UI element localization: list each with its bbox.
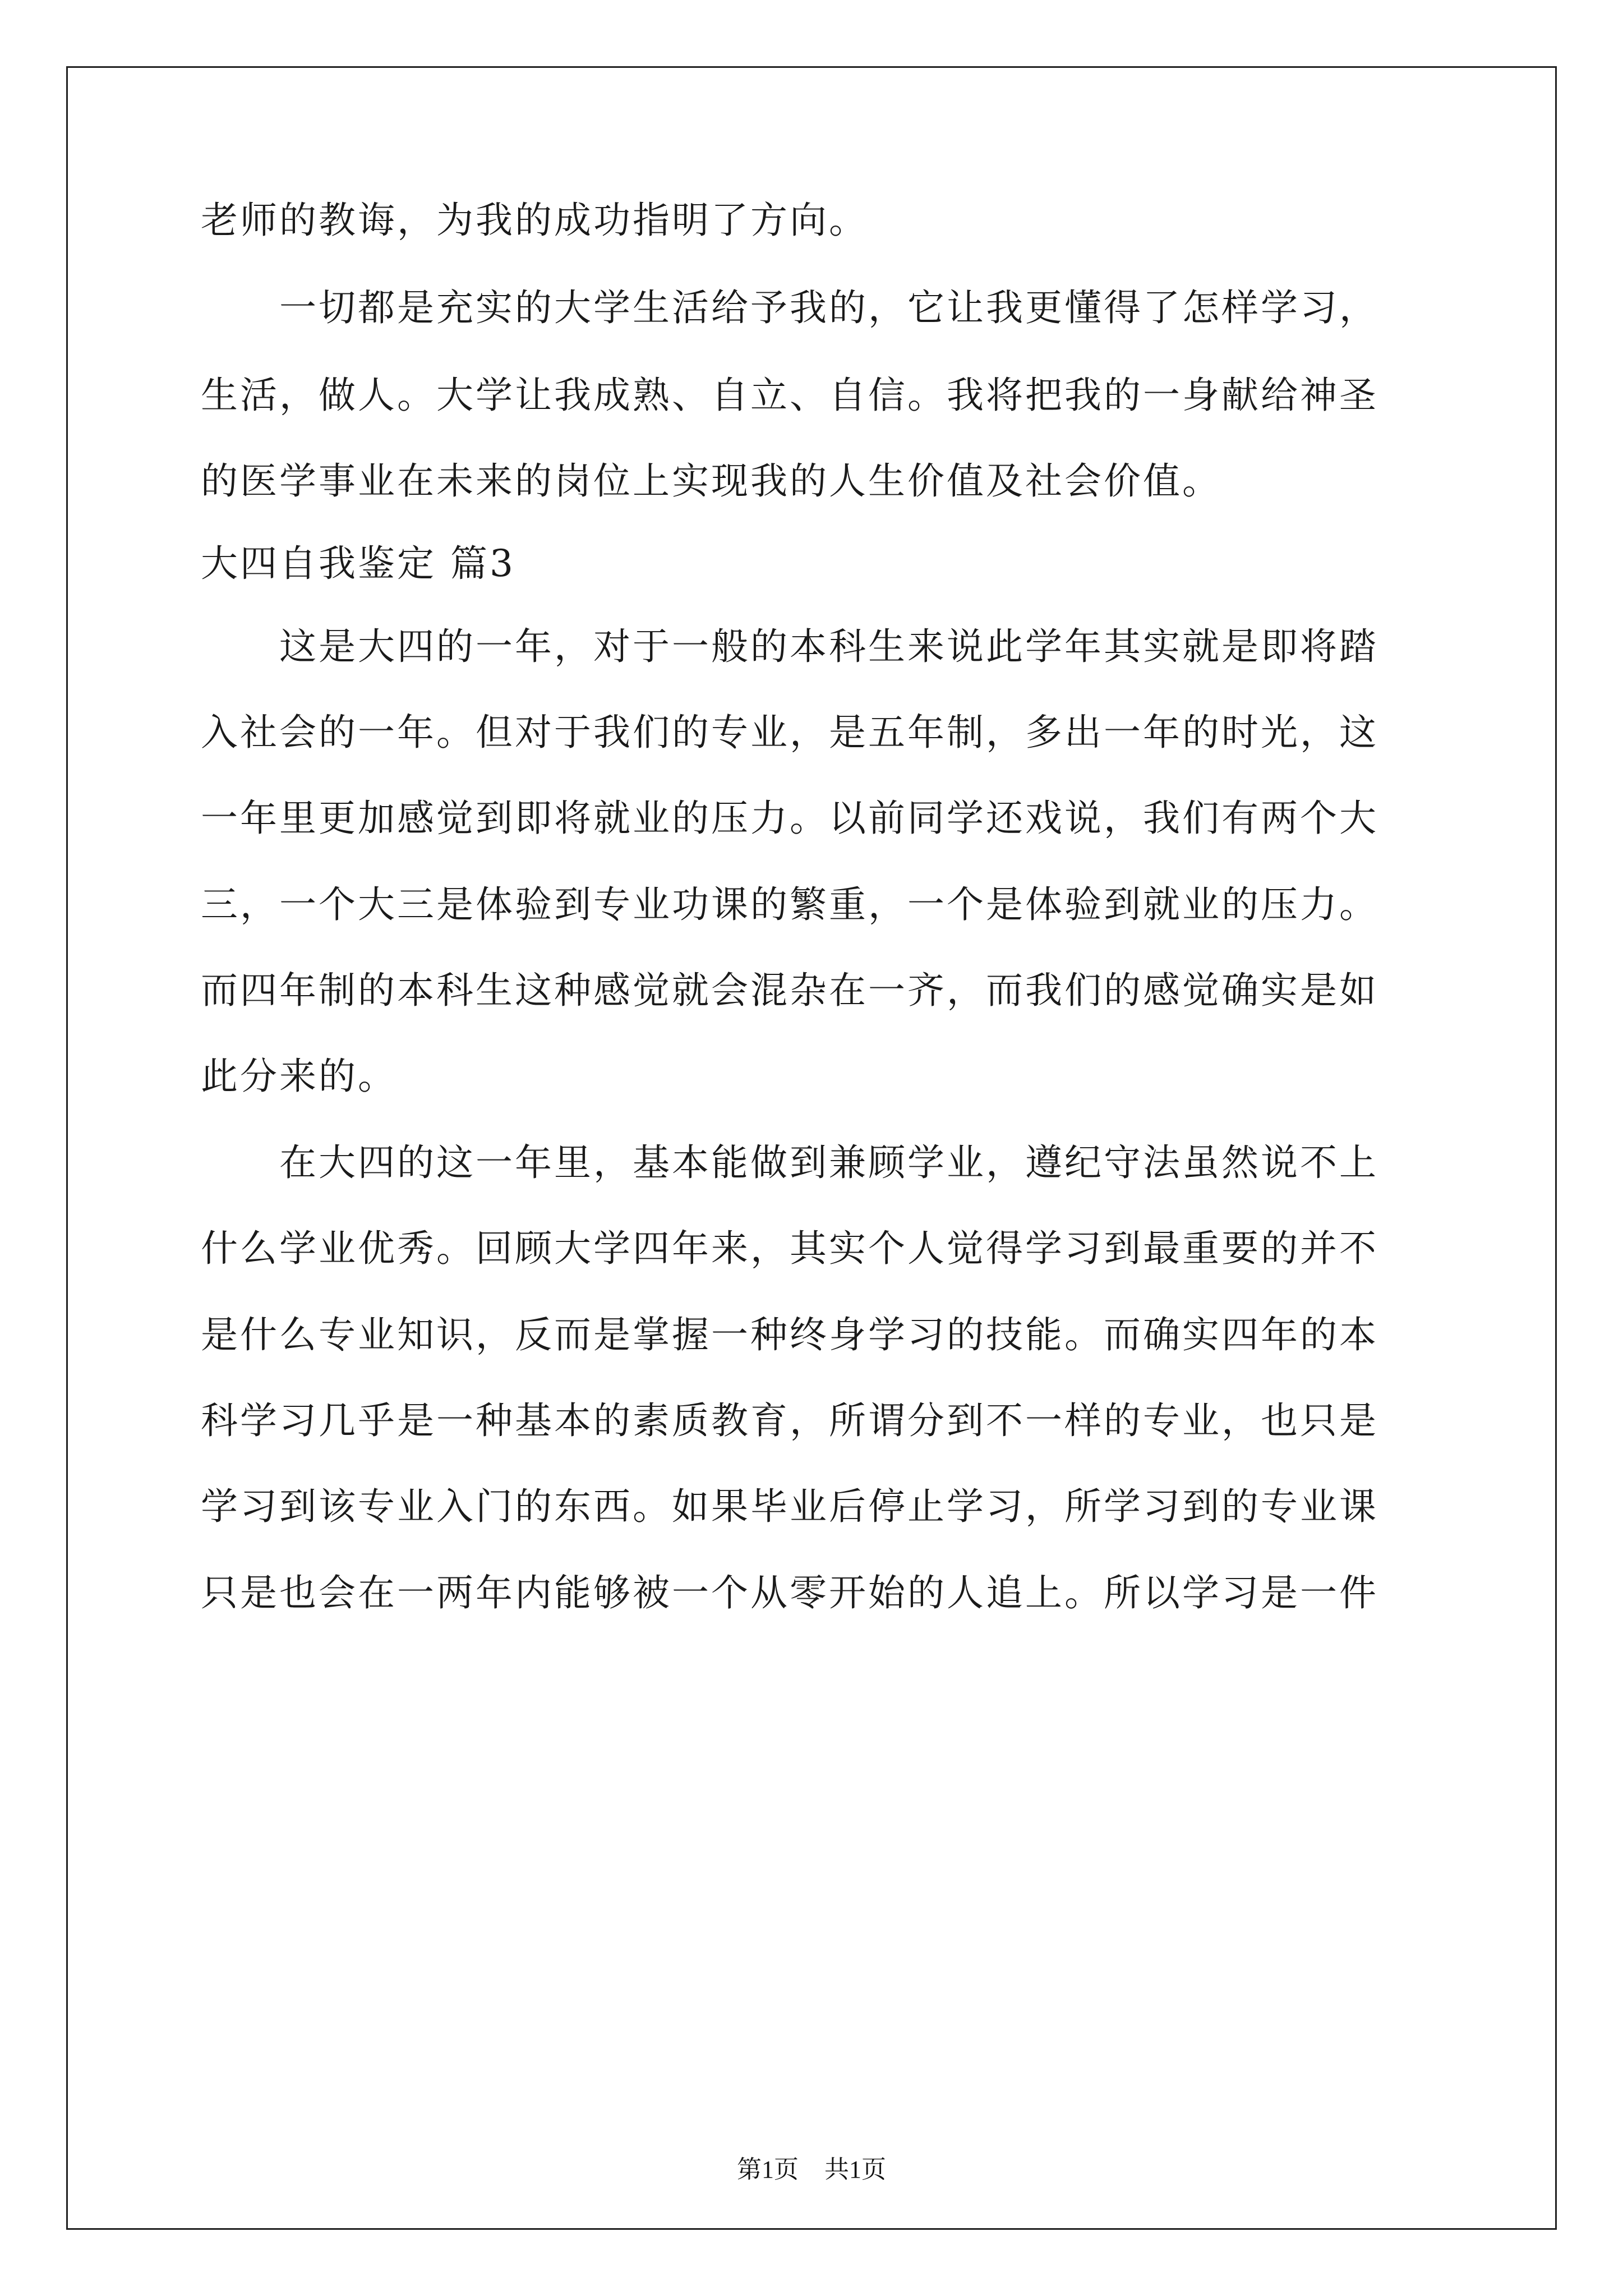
page-total: 共1页 — [824, 2156, 886, 2183]
text-line: 学习到该专业入门的东西。如果毕业后停止学习，所学习到的专业课 — [201, 1485, 1378, 1528]
text-line: 而四年制的本科生这种感觉就会混杂在一齐，而我们的感觉确实是如 — [201, 969, 1378, 1012]
text-line: 是什么专业知识，反而是掌握一种终身学习的技能。而确实四年的本 — [201, 1313, 1378, 1356]
text-line: 老师的教诲，为我的成功指明了方向。 — [201, 199, 868, 242]
text-line: 这是大四的一年，对于一般的本科生来说此学年其实就是即将踏 — [201, 625, 1378, 668]
section-heading: 大四自我鉴定 篇3 — [201, 542, 515, 585]
page-number: 第1页 — [737, 2156, 799, 2183]
text-line: 入社会的一年。但对于我们的专业，是五年制，多出一年的时光，这 — [201, 711, 1378, 754]
text-line: 只是也会在一两年内能够被一个从零开始的人追上。所以学习是一件 — [201, 1571, 1378, 1614]
text-line: 什么学业优秀。回顾大学四年来，其实个人觉得学习到最重要的并不 — [201, 1227, 1378, 1270]
text-line: 科学习几乎是一种基本的素质教育，所谓分到不一样的专业，也只是 — [201, 1399, 1378, 1442]
text-line: 一切都是充实的大学生活给予我的，它让我更懂得了怎样学习， — [201, 286, 1378, 329]
text-line: 此分来的。 — [201, 1055, 397, 1098]
text-line: 在大四的这一年里，基本能做到兼顾学业，遵纪守法虽然说不上 — [201, 1141, 1378, 1184]
page-footer — [0, 2157, 1623, 2182]
text-line: 的医学事业在未来的岗位上实现我的人生价值及社会价值。 — [201, 459, 1221, 503]
text-line: 一年里更加感觉到即将就业的压力。以前同学还戏说，我们有两个大 — [201, 797, 1378, 840]
text-line: 三，一个大三是体验到专业功课的繁重，一个是体验到就业的压力。 — [201, 883, 1378, 926]
text-line: 生活，做人。大学让我成熟、自立、自信。我将把我的一身献给神圣 — [201, 374, 1378, 417]
